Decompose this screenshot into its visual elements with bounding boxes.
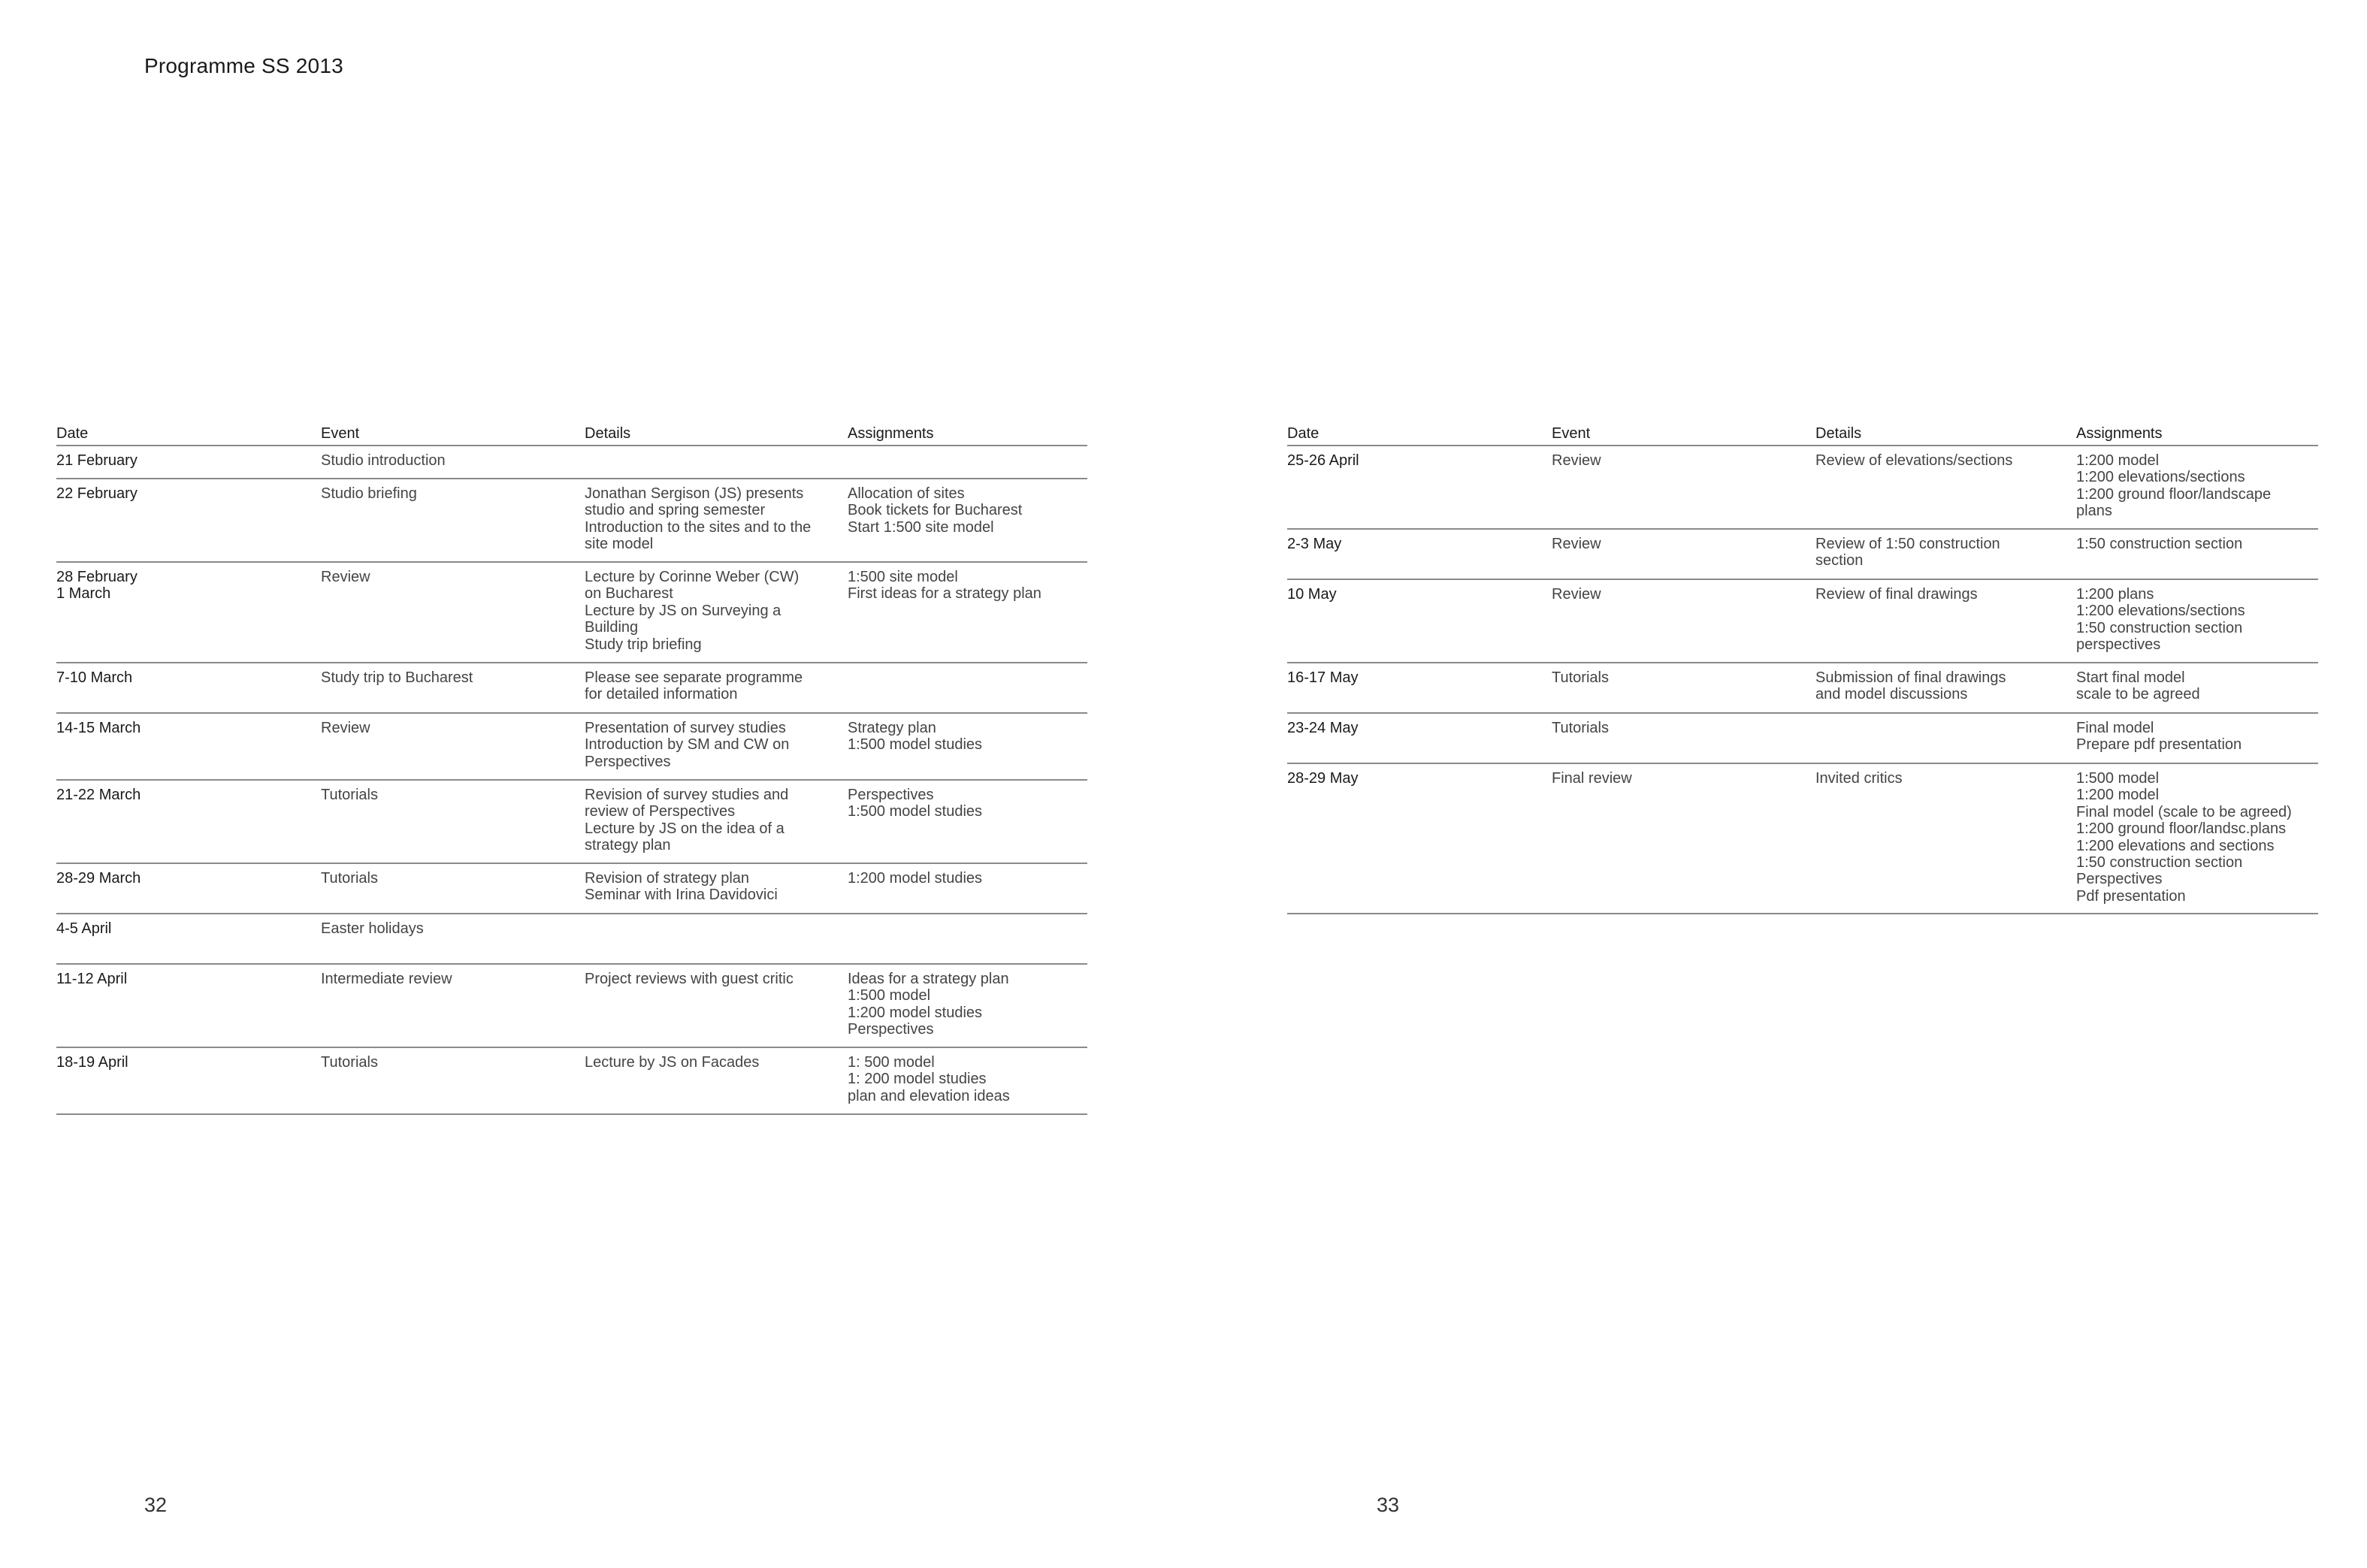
row-details: Submission of final drawings and model discussions — [1815, 669, 2006, 703]
row-assignments: 1: 500 model 1: 200 model studies plan and elevation ideas — [848, 1054, 1010, 1104]
schedule-table-left — [56, 418, 1087, 1115]
row-date: 23-24 May — [1287, 720, 1359, 736]
table-row — [56, 864, 1087, 914]
row-details: Lecture by Corinne Weber (CW) on Bucharest Lecture by JS on Surveying a Building Study trip briefing — [585, 569, 800, 653]
row-event: Review — [321, 569, 370, 585]
row-date: 22 February — [56, 485, 138, 502]
row-assignments: Start final model scale to be agreed — [2076, 669, 2200, 703]
table-row — [56, 663, 1087, 714]
table-row — [56, 914, 1087, 965]
row-event: Tutorials — [321, 787, 378, 803]
row-date: 11-12 April — [56, 971, 128, 987]
row-event: Review — [1552, 536, 1601, 552]
page-number-right: 33 — [1377, 1494, 1400, 1516]
row-date: 21 February — [56, 452, 138, 469]
row-assignments: 1:500 site model First ideas for a strategy plan — [848, 569, 1041, 603]
table-row — [1287, 663, 2318, 714]
table-row — [56, 781, 1087, 864]
row-details: Review of 1:50 construction section — [1815, 536, 2000, 569]
header-date: Date — [1287, 425, 1320, 442]
row-assignments: 1:200 model 1:200 elevations/sections 1:200 ground floor/landscape plans — [2076, 452, 2272, 520]
row-event: Tutorials — [321, 870, 378, 887]
row-assignments: 1:500 model 1:200 model Final model (scale to be agreed) 1:200 ground floor/landsc.plans 1:200 elevations and sections 1:50 construction section Perspectives Pdf presentation — [2076, 770, 2292, 905]
row-details: Revision of survey studies and review of Perspectives Lecture by JS on the idea of a strategy plan — [585, 787, 789, 854]
header-event: Event — [321, 425, 360, 442]
table-row — [1287, 580, 2318, 663]
row-assignments: Strategy plan 1:500 model studies — [848, 720, 983, 754]
table-row — [1287, 764, 2318, 914]
row-date: 28 February 1 March — [56, 569, 138, 603]
row-date: 21-22 March — [56, 787, 141, 803]
row-date: 7-10 March — [56, 669, 133, 686]
header-date: Date — [56, 425, 89, 442]
row-details: Invited critics — [1815, 770, 1903, 787]
header-assignments: Assignments — [848, 425, 934, 442]
row-details: Please see separate programme for detailed information — [585, 669, 803, 703]
table-row — [56, 479, 1087, 563]
row-details: Presentation of survey studies Introduction by SM and CW on Perspectives — [585, 720, 790, 770]
row-details: Lecture by JS on Facades — [585, 1054, 760, 1071]
row-date: 16-17 May — [1287, 669, 1359, 686]
row-date: 25-26 April — [1287, 452, 1359, 469]
header-details: Details — [585, 425, 631, 442]
row-event: Intermediate review — [321, 971, 452, 987]
row-date: 14-15 March — [56, 720, 141, 736]
table-row — [1287, 530, 2318, 580]
row-event: Studio briefing — [321, 485, 417, 502]
row-date: 4-5 April — [56, 920, 112, 937]
row-event: Review — [321, 720, 370, 736]
row-assignments: 1:200 model studies — [848, 870, 983, 887]
row-event: Easter holidays — [321, 920, 424, 937]
row-details: Revision of strategy plan Seminar with Irina Davidovici — [585, 870, 778, 904]
row-event: Study trip to Bucharest — [321, 669, 473, 686]
row-event: Studio introduction — [321, 452, 446, 469]
table-row — [56, 563, 1087, 663]
table-row — [1287, 714, 2318, 764]
table-header — [56, 418, 1087, 446]
row-details: Jonathan Sergison (JS) presents studio and spring semester Introduction to the sites and to the site model — [585, 485, 812, 553]
row-event: Tutorials — [321, 1054, 378, 1071]
row-event: Review — [1552, 586, 1601, 603]
header-details: Details — [1815, 425, 1862, 442]
row-date: 10 May — [1287, 586, 1337, 603]
table-row — [1287, 446, 2318, 530]
row-assignments: 1:200 plans 1:200 elevations/sections 1:50 construction section perspectives — [2076, 586, 2245, 654]
row-details: Project reviews with guest critic — [585, 971, 794, 987]
row-details: Review of elevations/sections — [1815, 452, 2013, 469]
row-date: 18-19 April — [56, 1054, 128, 1071]
schedule-table-right — [1287, 418, 2318, 914]
header-event: Event — [1552, 425, 1591, 442]
page-title: Programme SS 2013 — [144, 54, 343, 77]
row-event: Review — [1552, 452, 1601, 469]
row-event: Tutorials — [1552, 669, 1609, 686]
page-number-left: 32 — [144, 1494, 168, 1516]
row-event: Final review — [1552, 770, 1632, 787]
header-assignments: Assignments — [2076, 425, 2163, 442]
table-row — [56, 714, 1087, 781]
row-details: Review of final drawings — [1815, 586, 1978, 603]
row-assignments: Final model Prepare pdf presentation — [2076, 720, 2242, 754]
row-assignments: Perspectives 1:500 model studies — [848, 787, 983, 820]
row-date: 28-29 March — [56, 870, 141, 887]
row-assignments: Allocation of sites Book tickets for Bucharest Start 1:500 site model — [848, 485, 1023, 536]
row-event: Tutorials — [1552, 720, 1609, 736]
row-date: 28-29 May — [1287, 770, 1359, 787]
table-row — [56, 446, 1087, 479]
row-assignments: Ideas for a strategy plan 1:500 model 1:200 model studies Perspectives — [848, 971, 1009, 1038]
table-header — [1287, 418, 2318, 446]
row-date: 2-3 May — [1287, 536, 1342, 552]
table-row — [56, 965, 1087, 1048]
table-row — [56, 1048, 1087, 1115]
row-assignments: 1:50 construction section — [2076, 536, 2243, 552]
